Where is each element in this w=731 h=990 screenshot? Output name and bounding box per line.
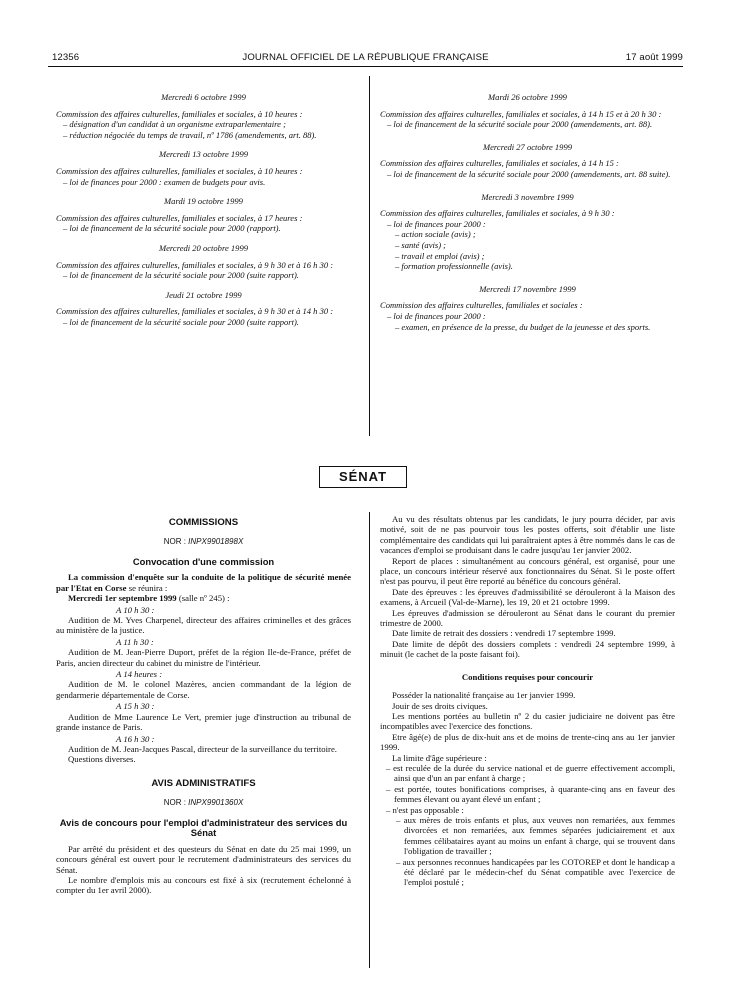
hearing-time: A 11 h 30 : [116,636,154,647]
meeting-room: (salle nº 245) : [176,593,230,604]
hearing-time: A 15 h 30 : [116,701,155,712]
schedule-line: – loi de financement de la sécurité sociale pour 2000 (amendements, art. 88 suite). [387,168,671,179]
enquete-paragraph [56,572,351,593]
schedule-entry [380,142,675,180]
schedule-entry [380,192,675,272]
hearing-time: A 10 h 30 : [116,604,155,615]
schedule-date: Mercredi 6 octobre 1999 [161,92,246,102]
journal-title: JOURNAL OFFICIEL DE LA RÉPUBLIQUE FRANÇAISE [242,52,489,63]
schedule-line: – loi de finances pour 2000 : examen de budgets pour avis. [63,176,266,187]
schedule-line: – désignation d'un candidat à un organisme extraparlementaire ; [63,119,286,130]
schedule-line: – loi de finances pour 2000 : [387,218,486,229]
schedule-date: Mercredi 3 novembre 1999 [481,191,574,202]
schedule-entry [56,196,351,234]
schedule-line: – santé (avis) ; [395,239,447,250]
concours-paragraph: Date des épreuves : les épreuves d'admissibilité se dérouleront à la Maison des examens, à Arcueil (Val-de-Marne), les 19, 20 et 21 octobre 1999. [380,586,675,608]
commissions-heading: COMMISSIONS [168,517,239,528]
schedule-line: – loi de financement de la sécurité sociale pour 2000 (rapport). [63,223,281,234]
conditions-heading: Conditions requises pour concourir [461,671,594,682]
schedule-entry [380,92,675,130]
issue-date: 17 août 1999 [625,52,683,63]
condition-paragraph: La limite d'âge supérieure : [392,752,487,763]
column-divider-bottom [369,512,370,968]
schedule-line: Commission des affaires culturelles, familiales et sociales, à 10 heures : [56,108,303,119]
schedule-line: – loi de finances pour 2000 : [387,310,486,321]
meeting-line [56,593,351,603]
concours-paragraph: Date limite de retrait des dossiers : vendredi 17 septembre 1999. [392,628,616,639]
page-header [48,52,683,66]
concours-paragraph: Les épreuves d'admission se dérouleront au Sénat dans le courant du premier trimestre de 2000. [380,607,675,629]
hearing-text: Audition de M. Yves Charpenel, directeur des affaires criminelles et des grâces au ministère de la justice. [56,615,351,636]
schedule-line: – travail et emploi (avis) ; [395,250,485,261]
schedule-line: Commission des affaires culturelles, familiales et sociales, à 14 h 15 : [380,158,619,169]
concours-heading: Avis de concours pour l'emploi d'administrateur des services du Sénat [59,816,348,839]
schedule-entry [56,243,351,281]
schedule-line: – réduction négociée du temps de travail, nº 1786 (amendements, art. 88). [63,129,317,140]
schedule-right-column [380,92,675,332]
schedule-line: – loi de financement de la sécurité sociale pour 2000 (amendements, art. 88). [387,119,653,130]
schedule-date: Mercredi 13 octobre 1999 [158,149,248,160]
condition-list-item: – n'est pas opposable : [386,804,464,815]
schedule-line: Commission des affaires culturelles, familiales et sociales, à 17 heures : [56,212,303,223]
concours-paragraph: Au vu des résultats obtenus par les candidats, le jury pourra décider, par avis motivé, soit de ne pas pourvoir tous les postes offerts, soit d'établir une liste complémentaire des candidats qui lui paraîtraient aptes à être nommés dans le cas de vacances d'emploi se produisant dans le cadre jusqu'au 1er janvier 2002. [380,514,675,556]
schedule-line: Commission des affaires culturelles, familiales et sociales : [380,300,583,311]
hearing-time: A 14 heures : [116,669,163,680]
schedule-left-column [56,92,351,328]
schedule-line: Commission des affaires culturelles, familiales et sociales, à 9 h 30 et à 14 h 30 : [56,306,334,317]
schedule-date: Mercredi 17 novembre 1999 [479,283,576,294]
column-divider-top [369,76,370,436]
condition-paragraph: Jouir de ses droits civiques. [392,700,488,711]
schedule-line: – action sociale (avis) ; [395,229,476,240]
schedule-line: Commission des affaires culturelles, familiales et sociales, à 9 h 30 : [380,208,615,219]
schedule-date: Jeudi 21 octobre 1999 [165,289,242,300]
condition-list-item: – aux mères de trois enfants et plus, aux veuves non remariées, aux femmes divorcées et non remariées, aux femmes séparées judiciairement et aux femmes célibataires ayant au moins un enfant à charge, qui se trouvent dans l'obligation de travailler ; [396,814,675,857]
condition-paragraph: Etre âgé(e) de plus de dix-huit ans et de moins de trente-cinq ans au 1er janvier 1999. [380,731,675,753]
schedule-line: – loi de financement de la sécurité sociale pour 2000 (suite rapport). [63,270,299,281]
hearing-text: Audition de M. Jean-Pierre Duport, préfet de la région Ile-de-France, préfet de Paris, ancien directeur du cabinet du ministre de l'intérieur. [56,647,351,668]
nor-reference [56,798,351,808]
condition-list-item: – aux personnes reconnues handicapées par les COTOREP et dont le handicap a été déclaré par le médecin-chef du Sénat compatible avec l'exercice de l'emploi postulé ; [396,856,675,888]
hearing-text: Audition de M. Jean-Jacques Pascal, directeur de la surveillance du territoire. [68,743,337,754]
condition-paragraph: Les mentions portées au bulletin nº 2 du casier judiciaire ne doivent pas être incompatibles avec l'exercice des fonctions. [380,710,675,732]
schedule-line: – formation professionnelle (avis). [395,261,513,272]
page-number: 12356 [52,52,80,63]
enquete-commission: La commission d'enquête sur la conduite de la politique de sécurité menée par l'Etat en Corse [56,572,351,593]
questions-diverses: Questions diverses. [68,754,136,765]
schedule-line: Commission des affaires culturelles, familiales et sociales, à 9 h 30 et à 16 h 30 : [56,259,334,270]
senat-section-title: SÉNAT [319,466,407,488]
hearing-text: Audition de M. le colonel Mazères, ancien commandant de la légion de gendarmerie départementale de Corse. [56,679,351,700]
schedule-line: – examen, en présence de la presse, du budget de la jeunesse et des sports. [395,321,651,332]
condition-list-item: – est reculée de la durée du service national et de guerre effectivement accompli, ainsi que d'un an par enfant à charge ; [386,762,675,784]
schedule-entry [56,92,351,140]
concours-paragraph: Date limite de dépôt des dossiers complets : vendredi 24 septembre 1999, à minuit (le cachet de la poste faisant foi). [380,638,675,660]
hearing-time: A 16 h 30 : [116,733,155,744]
condition-list-item: – est portée, toutes bonifications comprises, à quarante-cinq ans en faveur des femmes élevant ou ayant élevé un enfant ; [386,783,675,805]
nor-reference [56,537,351,547]
concours-paragraph: Report de places : simultanément au concours général, est organisé, pour une place, un concours intérieur réservé aux fonctionnaires du Sénat. Si le poste offert n'est pas pourvu, il peut être reporté au bénéfice du concours général. [380,555,675,587]
avis-heading: AVIS ADMINISTRATIFS [151,777,256,789]
meeting-date: Mercredi 1er septembre 1999 [68,593,177,604]
enquete-tail: se réunira : [126,582,168,593]
senat-left-column [56,514,351,896]
schedule-entry [380,284,675,332]
schedule-line: Commission des affaires culturelles, familiales et sociales, à 14 h 15 et à 20 h 30 : [380,108,662,119]
schedule-line: Commission des affaires culturelles, familiales et sociales, à 10 heures : [56,165,303,176]
concours-paragraph: Le nombre d'emplois mis au concours est fixé à six (recrutement échelonné à compter du 1er avril 2000). [56,874,351,896]
schedule-line: – loi de financement de la sécurité sociale pour 2000 (suite rapport). [63,316,299,327]
schedule-date: Mardi 19 octobre 1999 [164,196,243,207]
schedule-entry [56,290,351,328]
schedule-date: Mercredi 27 octobre 1999 [482,141,572,152]
nor-code: INPX9901360X [188,798,244,808]
condition-paragraph: Posséder la nationalité française au 1er janvier 1999. [392,690,576,701]
convocation-heading: Convocation d'une commission [132,555,275,567]
schedule-date: Mercredi 20 octobre 1999 [158,242,248,253]
nor-label: NOR : [163,798,189,808]
schedule-entry [56,149,351,187]
nor-label: NOR : [163,537,189,547]
concours-paragraph: Par arrêté du président et des questeurs du Sénat en date du 25 mai 1999, un concours général est ouvert pour le recrutement d'administrateurs des services du Sénat. [56,843,351,875]
hearing-text: Audition de Mme Laurence Le Vert, premier juge d'instruction au tribunal de grande instance de Paris. [56,711,351,733]
spacer [56,765,351,775]
senat-right-column [380,514,675,888]
header-rule [48,66,683,67]
nor-code: INPX9901898X [188,537,244,547]
schedule-date: Mardi 26 octobre 1999 [488,92,567,102]
